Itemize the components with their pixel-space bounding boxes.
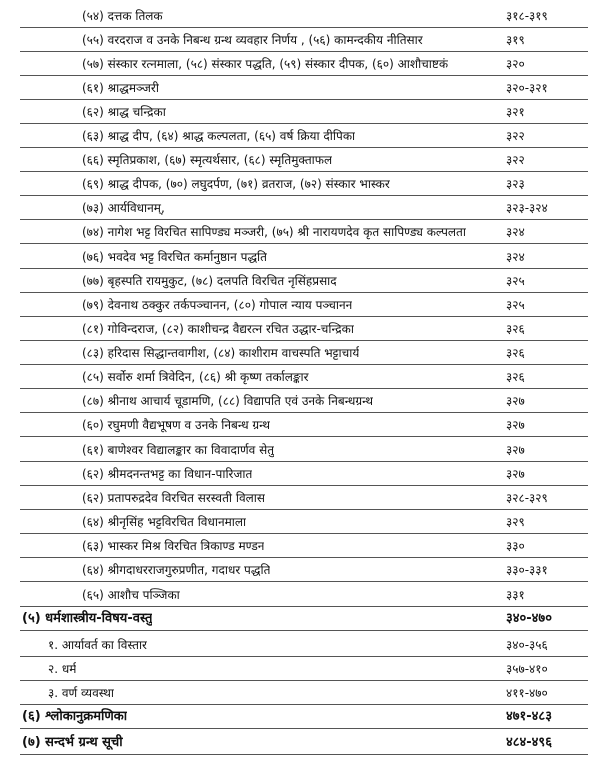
row-divider: [20, 485, 588, 486]
row-divider: [20, 606, 588, 607]
row-divider: [20, 581, 588, 582]
toc-entry: [82, 487, 548, 509]
toc-entry: [82, 294, 525, 316]
toc-entry-title: (६४) श्रीनृसिंह भट्टविरचित विधानमाला: [82, 515, 247, 529]
toc-entry: [82, 584, 525, 606]
toc-entry: [82, 101, 525, 123]
row-divider: [20, 171, 588, 172]
toc-entry: [82, 246, 525, 268]
toc-entry: [22, 732, 552, 754]
row-divider: [20, 292, 588, 293]
toc-entry-title: (८१) गोविन्दराज, (८२) काशीचन्द्र वैद्यरत्न रचित उद्धार-चन्द्रिका: [82, 322, 354, 336]
row-divider: [20, 268, 588, 269]
toc-entry-title: (५४) दत्तक तिलक: [82, 9, 163, 23]
toc-entry-title: (६४) श्रीगदाधरराजगुरुप्रणीत, गदाधर पद्धति: [82, 563, 271, 577]
row-divider: [20, 147, 588, 148]
toc-entry: [82, 439, 525, 461]
toc-entry-page: ३२२: [506, 129, 525, 143]
toc-entry-page: ३१९: [506, 33, 525, 47]
toc-entry: [82, 125, 525, 147]
toc-entry-title: (६९) श्राद्ध दीपक, (७०) लघुदर्पण, (७१) व्रतराज, (७२) संस्कार भास्कर: [82, 177, 390, 191]
toc-entry-title: (५७) संस्कार रत्नमाला, (५८) संस्कार पद्धति, (५९) संस्कार दीपक, (६०) आशौचाष्टकं: [82, 57, 449, 71]
toc-entry-page: ३२३: [506, 177, 525, 191]
toc-entry-page: ३२४: [506, 250, 525, 264]
toc-entry-title: (७७) बृहस्पति रायमुकुट, (७८) दलपति विरचित नृसिंहप्रसाद: [82, 274, 337, 288]
row-divider: [20, 75, 588, 76]
toc-entry: [82, 463, 525, 485]
toc-entry-title: २. धर्म: [48, 662, 77, 676]
row-divider: [20, 340, 588, 341]
row-divider: [20, 656, 588, 657]
toc-entry-page: ३२७: [506, 418, 525, 432]
toc-entry-title: (६२) श्राद्ध चन्द्रिका: [82, 105, 166, 119]
toc-entry-title: (६५) आशौच पञ्जिका: [82, 588, 180, 602]
toc-entry-page: ३१८-३१९: [506, 9, 548, 23]
toc-entry: [82, 5, 548, 27]
row-divider: [20, 509, 588, 510]
toc-entry: [82, 318, 525, 340]
toc-entry-title: (६१) बाणेश्वर विद्यालङ्कार का विवादार्णव सेतु: [82, 443, 275, 457]
toc-entry: [82, 414, 525, 436]
toc-entry: [82, 149, 525, 171]
row-divider: [20, 51, 588, 52]
row-divider: [20, 412, 588, 413]
toc-entry-page: ३२७: [506, 467, 525, 481]
toc-entry: [48, 658, 548, 680]
toc-entry: [82, 221, 525, 243]
toc-entry-page: ३२६: [506, 370, 525, 384]
toc-entry-title: (७) सन्दर्भ ग्रन्थ सूची: [22, 735, 123, 750]
toc-entry-page: ४८४-४९६: [506, 735, 552, 750]
toc-entry-page: ३२५: [506, 298, 525, 312]
toc-entry-title: (६०) रघुमणी वैद्यभूषण व उनके निबन्ध ग्रन्थ: [82, 418, 271, 432]
row-divider: [20, 243, 588, 244]
row-divider: [20, 557, 588, 558]
row-divider: [20, 99, 588, 100]
toc-entry-page: ३२४: [506, 225, 525, 239]
toc-entry: [82, 390, 525, 412]
row-divider: [20, 27, 588, 28]
row-divider: [20, 123, 588, 124]
toc-entry: [82, 511, 525, 533]
toc-entry: [82, 53, 525, 75]
toc-entry-page: ३२९: [506, 515, 525, 529]
row-divider: [20, 728, 588, 729]
toc-entry-title: (५) धर्मशास्त्रीय-विषय-वस्तु: [22, 611, 153, 626]
toc-entry-page: ३२०-३२१: [506, 81, 548, 95]
toc-entry: [82, 559, 548, 581]
toc-entry-page: ३२१: [506, 105, 525, 119]
toc-entry-page: ३२६: [506, 322, 525, 336]
row-divider: [20, 461, 588, 462]
toc-entry: [82, 342, 525, 364]
toc-entry-title: (७३) आर्यविधानम्,: [82, 201, 165, 215]
toc-entry: [82, 77, 548, 99]
toc-entry-title: (८७) श्रीनाथ आचार्य चूडामणि, (८८) विद्यापति एवं उनके निबन्धग्रन्थ: [82, 394, 374, 408]
row-divider: [20, 195, 588, 196]
toc-entry-title: (६१) श्राद्धमञ्जरी: [82, 81, 159, 95]
toc-entry-page: ३२७: [506, 443, 525, 457]
toc-entry-title: (६) श्लोकानुक्रमणिका: [22, 709, 128, 724]
toc-entry-page: ३३०: [506, 539, 525, 553]
toc-entry: [48, 682, 548, 704]
toc-entry-page: ३२८-३२९: [506, 491, 548, 505]
row-divider: [20, 364, 588, 365]
toc-entry-page: ३२७: [506, 394, 525, 408]
toc-entry-page: ३४०-३५६: [506, 638, 548, 652]
toc-entry-page: ३३१: [506, 588, 525, 602]
toc-entry-page: ३३०-३३१: [506, 563, 548, 577]
toc-entry: [22, 608, 552, 630]
toc-entry-title: (६३) श्राद्ध दीप, (६४) श्राद्ध कल्पलता, (६५) वर्ष क्रिया दीपिका: [82, 129, 356, 143]
toc-entry-page: ३२२: [506, 153, 525, 167]
toc-entry-title: (५५) वरदराज व उनके निबन्ध ग्रन्थ व्यवहार निर्णय , (५६) कामन्दकीय नीतिसार: [82, 33, 423, 47]
toc-entry-title: १. आर्यावर्त का विस्तार: [48, 638, 147, 652]
toc-entry-title: (६३) भास्कर मिश्र विरचित त्रिकाण्ड मण्डन: [82, 539, 265, 553]
toc-entry-title: (६६) स्मृतिप्रकाश, (६७) स्मृत्यर्थसार, (६८) स्मृतिमुक्ताफल: [82, 153, 333, 167]
toc-entry-page: ३२५: [506, 274, 525, 288]
toc-entry: [82, 197, 548, 219]
row-divider: [20, 219, 588, 220]
row-divider: [20, 533, 588, 534]
row-divider: [20, 316, 588, 317]
toc-entry-page: ४११-४७०: [506, 686, 548, 700]
toc-entry: [22, 706, 552, 728]
toc-entry: [82, 535, 525, 557]
row-divider: [20, 754, 588, 755]
toc-entry: [82, 270, 525, 292]
toc-entry-title: (८५) सर्वोरु शर्मा त्रिवेदिन, (८६) श्री कृष्ण तर्कालङ्कार: [82, 370, 309, 384]
toc-entry-title: ३. वर्ण व्यवस्था: [48, 686, 114, 700]
toc-entry-title: (८३) हरिदास सिद्धान्तवागीश, (८४) काशीराम वाचस्पति भट्टाचार्य: [82, 346, 360, 360]
toc-entry-page: ३२३-३२४: [506, 201, 548, 215]
toc-entry: [82, 29, 525, 51]
toc-entry-title: (६२) श्रीमदनन्तभट्ट का विधान-पारिजात: [82, 467, 253, 481]
row-divider: [20, 388, 588, 389]
row-divider: [20, 704, 588, 705]
row-divider: [20, 630, 588, 631]
toc-entry-title: (७४) नागेश भट्ट विरचित सापिण्ड्य मञ्जरी, (७५) श्री नारायणदेव कृत सापिण्ड्य कल्पलता: [82, 225, 466, 239]
toc-entry-page: ३४०-४७०: [506, 611, 552, 626]
toc-entry-page: ३२०: [506, 57, 525, 71]
toc-entry: [82, 366, 525, 388]
toc-entry-title: (७९) देवनाथ ठक्कुर तर्कपञ्चानन, (८०) गोपाल न्याय पञ्चानन: [82, 298, 353, 312]
row-divider: [20, 436, 588, 437]
toc-entry-page: ४७१-४८३: [506, 709, 552, 724]
toc-entry: [48, 634, 548, 656]
row-divider: [20, 680, 588, 681]
toc-entry-title: (७६) भवदेव भट्ट विरचित कर्मानुष्ठान पद्धति: [82, 250, 267, 264]
toc-entry-page: ३२६: [506, 346, 525, 360]
toc-entry-title: (६२) प्रतापरुद्रदेव विरचित सरस्वती विलास: [82, 491, 265, 505]
toc-entry: [82, 173, 525, 195]
toc-entry-page: ३५७-४१०: [506, 662, 548, 676]
